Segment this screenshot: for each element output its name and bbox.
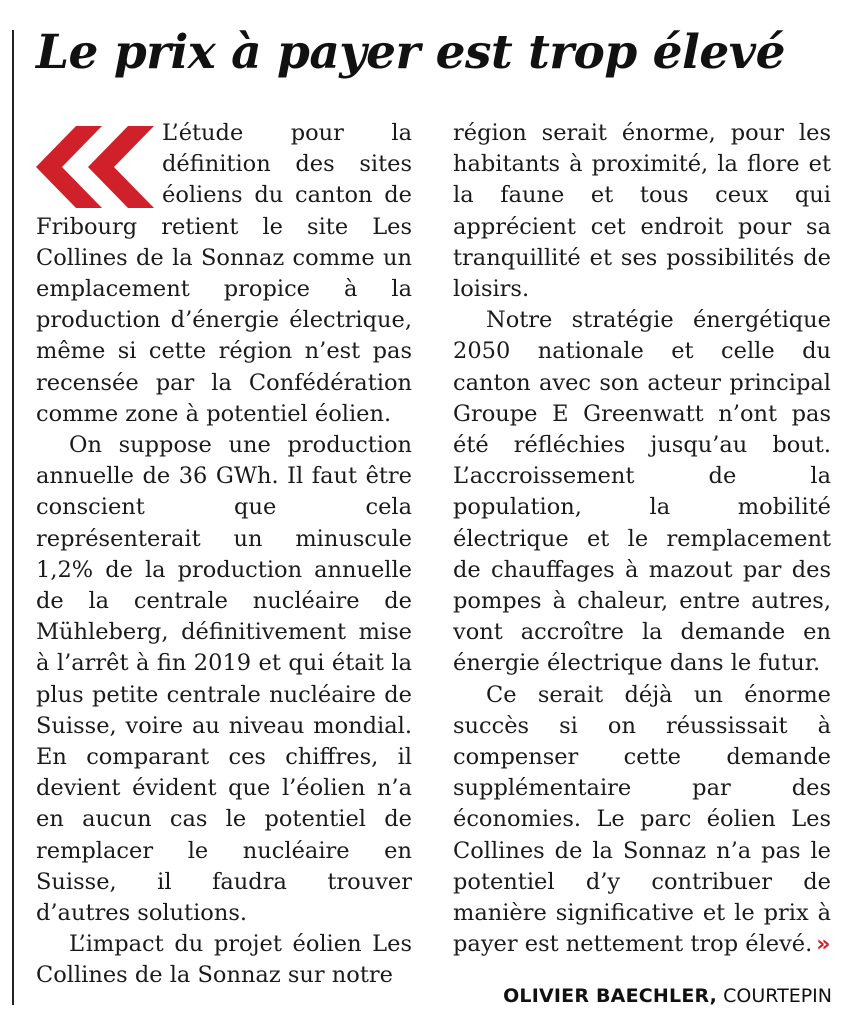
paragraph bbox=[36, 118, 412, 430]
paragraph: région serait énorme, pour les habitants à proximité, la flore et la faune et tous ceux qui apprécient cet endroit pour sa tranquillité et ses possibilités de loisirs. bbox=[453, 120, 831, 303]
article-right-column bbox=[453, 118, 831, 960]
left-column-rule bbox=[12, 30, 14, 1005]
end-mark-icon: » bbox=[816, 932, 831, 958]
paragraph bbox=[453, 680, 831, 961]
paragraph: On suppose une production annuelle de 36 GWh. Il faut être conscient que cela représenterait un minuscule 1,2% de la production annuelle de la centrale nucléaire de Mühleberg, définitivement mise à l’arrêt à fin 2019 et qui était la plus petite centrale nucléaire de Suisse, voire au niveau mondial. En comparant ces chiffres, il devient évident que l’éolien n’a en aucun cas le potentiel de remplacer le nucléaire en Suisse, il faudra trouver d’autres solutions. bbox=[36, 432, 412, 927]
signature bbox=[503, 982, 832, 1010]
article-left-column bbox=[36, 118, 412, 992]
paragraph-text: L’étude pour la définition des sites éoliens du canton de Fribourg retient le site Les Collines de la Sonnaz comme un emplacement propice à la production d’énergie électrique, même si cette région n’est pas recensée par la Confédération comme zone à potentiel éolien. bbox=[36, 120, 412, 427]
author-location: COURTEPIN bbox=[723, 985, 832, 1007]
paragraph: L’impact du projet éolien Les Collines de la Sonnaz sur notre bbox=[36, 931, 412, 989]
paragraph: Notre stratégie énergétique 2050 nationale et celle du canton avec son acteur principal Groupe E Greenwatt n’ont pas été réfléchies jusqu’au bout. L’accroissement de la population, la mobilité électrique et le remplacement de chauffages à mazout par des pompes à chaleur, entre autres, vont accroître la demande en énergie électrique dans le futur. bbox=[453, 307, 831, 677]
paragraph-text: Ce serait déjà un énorme succès si on réussissait à compenser cette demande supplémentaire par des économies. Le parc éolien Les Collines de la Sonnaz n’a pas le potentiel d’y contribuer de manière significative et le prix à payer est nettement trop élevé. bbox=[453, 681, 831, 958]
author-name: OLIVIER BAECHLER, bbox=[503, 985, 718, 1007]
opening-quote-icon bbox=[36, 126, 154, 208]
headline: Le prix à payer est trop élevé bbox=[36, 25, 786, 80]
